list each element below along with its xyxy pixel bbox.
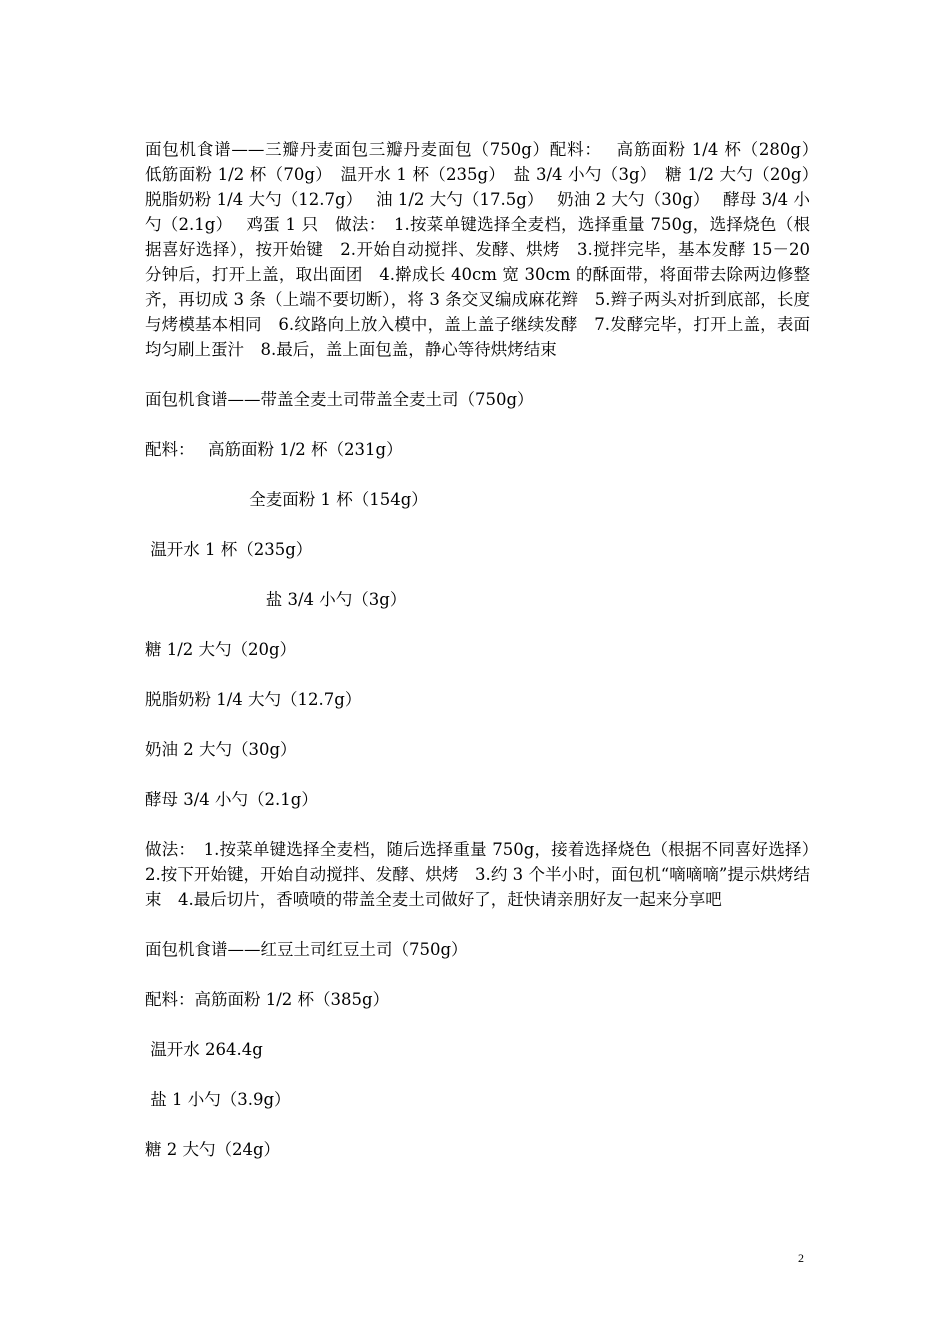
recipe-2-ingredient-line: 盐 3/4 小勺（3g） <box>145 590 407 609</box>
recipe-2-ingredient-line: 奶油 2 大勺（30g） <box>145 740 297 759</box>
recipe-3-ingredient-line: 配料：高筋面粉 1/2 杯（385g） <box>145 990 390 1009</box>
page-number: 2 <box>798 1251 804 1265</box>
recipe-1-paragraph: 面包机食谱——三瓣丹麦面包三瓣丹麦面包（750g）配料： 高筋面粉 1/4 杯（280g） 低筋面粉 1/2 杯（70g） 温开水 1 杯（235g） 盐 3/4 小勺（3g） 糖 1/2 大勺（20g） 脱脂奶粉 1/4 大勺（12.7g） 油 1/2 大勺（17.5g） 奶油 2 大勺（30g） 酵母 3/4 小勺（2.1g） 鸡蛋 1 只 做法： 1.按菜单键选择全麦档，选择重量 750g，选择烧色（根据喜好选择），按开始键 2.开始自动搅拌、发酵、烘烤 3.搅拌完毕，基本发酵 15－20 分钟后，打开上盖，取出面团 4.擀成长 40cm 宽 30cm 的酥面带，将面带去除两边修整齐，再切成 3 条（上端不要切断），将 3 条交叉编成麻花辫 5.辫子两头对折到底部，长度与烤模基本相同 6.纹路向上放入模中，盖上盖子继续发酵 7.发酵完毕，打开上盖，表面均匀刷上蛋汁 8.最后，盖上面包盖，静心等待烘烤结束 <box>145 140 832 359</box>
recipe-3-ingredient-line: 盐 1 小勺（3.9g） <box>145 1090 291 1109</box>
recipe-2-ingredient-line: 糖 1/2 大勺（20g） <box>145 640 297 659</box>
recipe-3-ingredient-line: 温开水 264.4g <box>145 1040 263 1059</box>
recipe-2-ingredient-line: 全麦面粉 1 杯（154g） <box>145 490 428 509</box>
recipe-3-ingredient-line: 糖 2 大勺（24g） <box>145 1140 281 1159</box>
recipe-2-ingredient-line: 配料： 高筋面粉 1/2 杯（231g） <box>145 440 403 459</box>
recipe-2-title: 面包机食谱——带盖全麦土司带盖全麦土司（750g） <box>145 390 534 409</box>
recipe-2-ingredient-line: 温开水 1 杯（235g） <box>145 540 313 559</box>
recipe-2-method: 做法： 1.按菜单键选择全麦档，随后选择重量 750g，接着选择烧色（根据不同喜好选择） 2.按下开始键，开始自动搅拌、发酵、烘烤 3.约 3 个半小时，面包机“嘀嘀嘀”提示烘烤结束 4.最后切片，香喷喷的带盖全麦土司做好了，赶快请亲朋好友一起来分享吧 <box>145 840 827 909</box>
document-body <box>145 137 832 1187</box>
recipe-2-ingredient-line: 脱脂奶粉 1/4 大勺（12.7g） <box>145 690 362 709</box>
recipe-3-title: 面包机食谱——红豆土司红豆土司（750g） <box>145 940 468 959</box>
recipe-2-ingredient-line: 酵母 3/4 小勺（2.1g） <box>145 790 318 809</box>
